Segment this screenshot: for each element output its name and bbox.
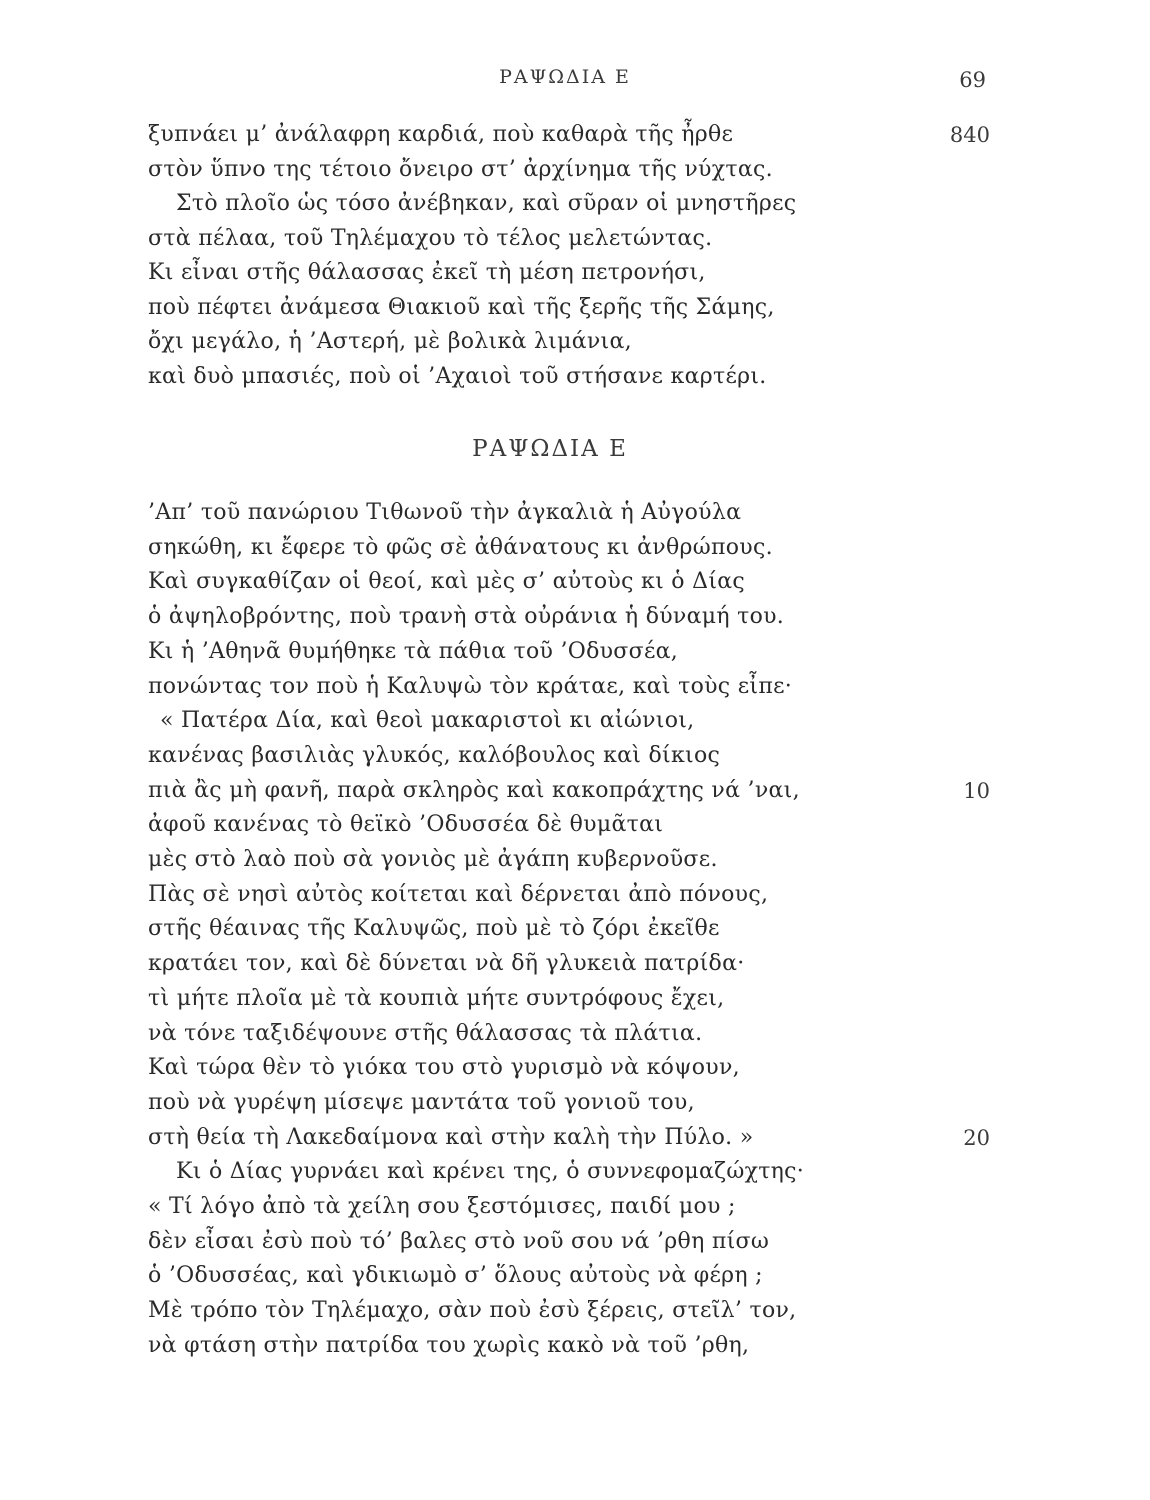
verse-text: Στὸ πλοῖο ὡς τόσο ἀνέβηκαν, καὶ σῦραν οἱ μνηστῆρες [176, 191, 797, 216]
verse-text: ’Απ’ τοῦ πανώριου Τιθωνοῦ τὴν ἀγκαλιὰ ἡ Αὐγούλα [148, 500, 742, 525]
verse-line [0, 1329, 1150, 1363]
line-number: 20 [963, 1125, 990, 1150]
verse-line [0, 843, 1150, 877]
verse-text: Πὰς σὲ νησὶ αὐτὸς κοίτεται καὶ δέρνεται ἀπὸ πόνους, [148, 881, 769, 907]
verse-text: νὰ τόνε ταξιδέψουνε στῆς θάλασσας τὰ πλάτια. [148, 1020, 703, 1046]
verse-line [0, 635, 1150, 669]
verse-line [0, 118, 1150, 152]
verse-line [0, 1051, 1150, 1085]
verse-text: κρατάει τον, καὶ δὲ δύνεται νὰ δῆ γλυκειὰ πατρίδα· [148, 951, 745, 977]
line-number: 840 [949, 123, 990, 147]
verse-line [0, 982, 1150, 1016]
verse-line [0, 1155, 1150, 1189]
verse-line [0, 808, 1150, 842]
verse-line [0, 325, 1150, 359]
verse-line [0, 1294, 1150, 1328]
verse-line [0, 565, 1150, 599]
verse-text: σηκώθη, κι ἔφερε τὸ φῶς σὲ ἀθάνατους κι ἀνθρώπους. [148, 534, 773, 560]
verse-text: Μὲ τρόπο τὸν Τηλέμαχο, σὰν ποὺ ἐσὺ ξέρεις, στεῖλ’ τον, [148, 1298, 797, 1324]
verse-text: ἀφοῦ κανένας τὸ θεϊκὸ ’Οδυσσέα δὲ θυμᾶται [148, 812, 664, 838]
verse-line [0, 1086, 1150, 1120]
verse-text: ποὺ νὰ γυρέψη μίσεψε μαντάτα τοῦ γονιοῦ του, [148, 1089, 695, 1115]
verse-line [0, 774, 1150, 808]
verse-line [0, 187, 1150, 221]
verse-text: δὲν εἶσαι ἐσὺ ποὺ τό’ βαλες στὸ νοῦ σου νά ’ρθη πίσω [148, 1228, 770, 1254]
verse-text: Κι ἡ ’Αθηνᾶ θυμήθηκε τὰ πάθια τοῦ ’Οδυσσέα, [148, 638, 679, 664]
verse-text: ξυπνάει μ’ ἀνάλαφρη καρδιά, ποὺ καθαρὰ τῆς ἦρθε [148, 122, 734, 147]
running-header-title: ΡΑΨΩΔΙΑ Ε [499, 66, 631, 88]
verse-line [0, 912, 1150, 946]
verse-text: στῆς θέαινας τῆς Καλυψῶς, ποὺ μὲ τὸ ζόρι ἐκεῖθε [148, 916, 720, 942]
verse-text: καὶ δυὸ μπασιές, ποὺ οἱ ’Αχαιοὶ τοῦ στήσανε καρτέρι. [148, 363, 767, 389]
verse-text: Κι ὁ Δίας γυρνάει καὶ κρένει της, ὁ συννεφομαζώχτης· [176, 1159, 805, 1185]
verse-line [0, 1259, 1150, 1293]
verse-text: τὶ μήτε πλοῖα μὲ τὰ κουπιὰ μήτε συντρόφους ἔχει, [148, 985, 725, 1011]
verse-line [0, 600, 1150, 634]
verse-text: « Πατέρα Δία, καὶ θεοὶ μακαριστοὶ κι αἰώνιοι, [160, 708, 695, 734]
section-title: ΡΑΨΩΔΙΑ Ε [472, 436, 628, 462]
verse-line [0, 1121, 1150, 1155]
page-number: 69 [959, 68, 986, 92]
verse-line [0, 670, 1150, 704]
verse-text: ποὺ πέφτει ἀνάμεσα Θιακιοῦ καὶ τῆς ξερῆς τῆς Σάμης, [148, 294, 775, 320]
verse-text: πιὰ ἂς μὴ φανῆ, παρὰ σκληρὸς καὶ κακοπράχτης νά ’ναι, [148, 777, 800, 803]
verse-text: μὲς στὸ λαὸ ποὺ σὰ γονιὸς μὲ ἀγάπη κυβερνοῦσε. [148, 847, 718, 872]
verse-line [0, 360, 1150, 394]
verse-line [0, 947, 1150, 981]
verse-text: στὸν ὕπνο της τέτοιο ὄνειρο στ’ ἀρχίνημα τῆς νύχτας. [148, 156, 773, 182]
verse-line [0, 496, 1150, 530]
verse-line [0, 1225, 1150, 1259]
line-number: 10 [963, 778, 990, 803]
verse-text: ὁ ἀψηλοβρόντης, ποὺ τρανὴ στὰ οὐράνια ἡ δύναμή του. [148, 604, 785, 630]
verse-line [0, 222, 1150, 256]
verse-text: ὁ ’Οδυσσέας, καὶ γδικιωμὸ σ’ ὅλους αὐτοὺς νὰ φέρη ; [148, 1263, 763, 1289]
verse-text: νὰ φτάση στὴν πατρίδα του χωρὶς κακὸ νὰ τοῦ ’ρθη, [148, 1332, 750, 1358]
verse-text: Καὶ συγκαθίζαν οἱ θεοί, καὶ μὲς σ’ αὐτοὺς κι ὁ Δίας [148, 569, 746, 595]
verse-line [0, 878, 1150, 912]
verse-text: « Τί λόγο ἀπὸ τὰ χείλη σου ξεστόμισες, παιδί μου ; [148, 1194, 736, 1219]
verse-text: στὰ πέλαα, τοῦ Τηλέμαχου τὸ τέλος μελετώντας. [148, 225, 713, 251]
verse-text: πονώντας τον ποὺ ἡ Καλυψὼ τὸν κράταε, καὶ τοὺς εἶπε· [148, 673, 793, 699]
verse-line [0, 256, 1150, 290]
verse-text: κανένας βασιλιὰς γλυκός, καλόβουλος καὶ δίκιος [148, 742, 721, 768]
verse-line [0, 291, 1150, 325]
verse-text: Καὶ τώρα θὲν τὸ γιόκα του στὸ γυρισμὸ νὰ κόψουν, [148, 1055, 740, 1081]
verse-line [0, 531, 1150, 565]
verse-line [0, 153, 1150, 187]
verse-text: στὴ θεία τὴ Λακεδαίμονα καὶ στὴν καλὴ τὴν Πύλο. » [148, 1124, 754, 1150]
verse-line [0, 739, 1150, 773]
verse-line [0, 1017, 1150, 1051]
verse-text: ὄχι μεγάλο, ἡ ’Αστερή, μὲ βολικὰ λιμάνια, [148, 329, 632, 354]
verse-text: Κι εἶναι στῆς θάλασσας ἐκεῖ τὴ μέση πετρονήσι, [148, 260, 706, 285]
verse-line [0, 1190, 1150, 1224]
verse-line [0, 704, 1150, 738]
